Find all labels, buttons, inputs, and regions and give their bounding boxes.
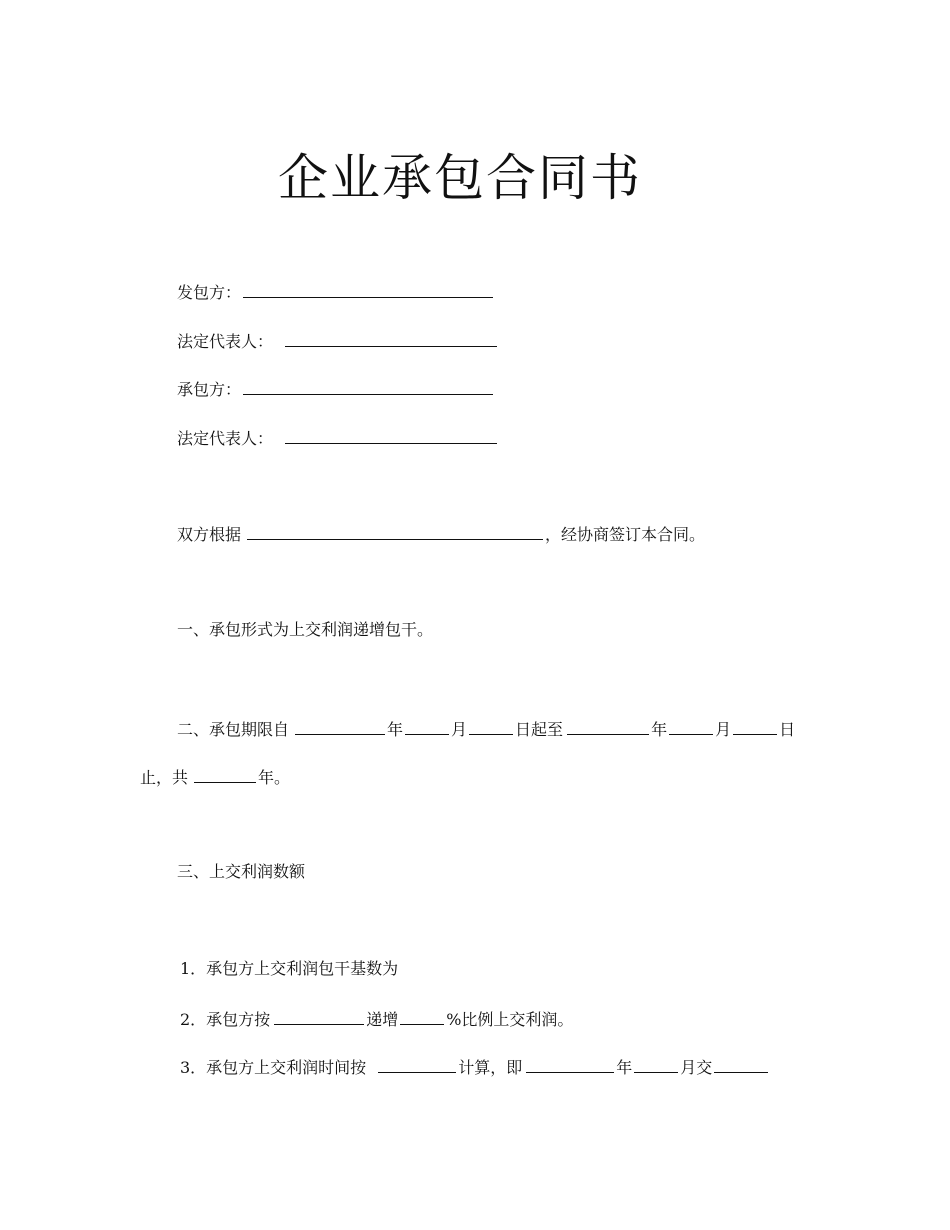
item-2-mid: 递增 — [366, 1010, 399, 1029]
increase-basis-blank[interactable] — [274, 1008, 364, 1025]
item-2 — [180, 1008, 573, 1030]
end-year-blank[interactable] — [567, 718, 649, 735]
end-day-label: 日 — [779, 720, 796, 739]
payment-amount-blank[interactable] — [714, 1056, 768, 1073]
item-3-month: 月交 — [680, 1058, 713, 1077]
contractee-blank[interactable] — [243, 378, 493, 395]
start-year-blank[interactable] — [295, 718, 385, 735]
contractor-rep-label: 法定代表人： — [177, 332, 274, 351]
increase-percent-blank[interactable] — [400, 1008, 444, 1025]
document-title: 企业承包合同书 — [278, 149, 642, 207]
item-2-end: %比例上交利润。 — [446, 1010, 574, 1029]
contractor-rep-blank[interactable] — [285, 330, 497, 347]
item-1: 1．承包方上交利润包干基数为 — [180, 959, 399, 978]
clause-2-cont-start: 止，共 — [140, 768, 189, 787]
clause-2-start: 二、承包期限自 — [177, 720, 290, 739]
preamble-after: ，经协商签订本合同。 — [545, 525, 706, 544]
preamble-line — [177, 523, 705, 545]
end-month-label: 月 — [715, 720, 732, 739]
end-year-label: 年 — [651, 720, 668, 739]
clause-1: 一、承包形式为上交利润递增包干。 — [177, 620, 434, 639]
start-day-blank[interactable] — [469, 718, 513, 735]
item-3-start: 3．承包方上交利润时间按 — [180, 1058, 367, 1077]
payment-basis-blank[interactable] — [378, 1056, 456, 1073]
contractor-label: 发包方： — [177, 283, 242, 302]
payment-month-blank[interactable] — [634, 1056, 678, 1073]
end-day-blank[interactable] — [733, 718, 777, 735]
clause-3-heading: 三、上交利润数额 — [177, 862, 306, 881]
start-month-label: 月 — [451, 720, 468, 739]
preamble-before: 双方根据 — [177, 525, 242, 544]
contractor-line — [177, 281, 495, 303]
contractee-rep-label: 法定代表人： — [177, 429, 274, 448]
item-2-start: 2．承包方按 — [180, 1010, 271, 1029]
contractee-rep-line — [177, 427, 499, 449]
clause-2-line-1 — [177, 718, 795, 740]
item-3-year: 年 — [616, 1058, 633, 1077]
start-year-label: 年 — [387, 720, 404, 739]
start-month-blank[interactable] — [405, 718, 449, 735]
contractee-label: 承包方： — [177, 380, 242, 399]
start-day-label: 日起至 — [515, 720, 564, 739]
payment-year-blank[interactable] — [526, 1056, 614, 1073]
contractor-blank[interactable] — [243, 281, 493, 298]
clause-2-cont-end: 年。 — [258, 768, 291, 787]
contractee-rep-blank[interactable] — [285, 427, 497, 444]
contractor-rep-line — [177, 330, 499, 352]
end-month-blank[interactable] — [669, 718, 713, 735]
item-3 — [180, 1056, 770, 1078]
item-3-mid: 计算，即 — [458, 1058, 523, 1077]
contractee-line — [177, 378, 495, 400]
term-years-blank[interactable] — [194, 766, 256, 783]
clause-2-line-2 — [140, 766, 290, 788]
basis-blank[interactable] — [247, 523, 543, 540]
